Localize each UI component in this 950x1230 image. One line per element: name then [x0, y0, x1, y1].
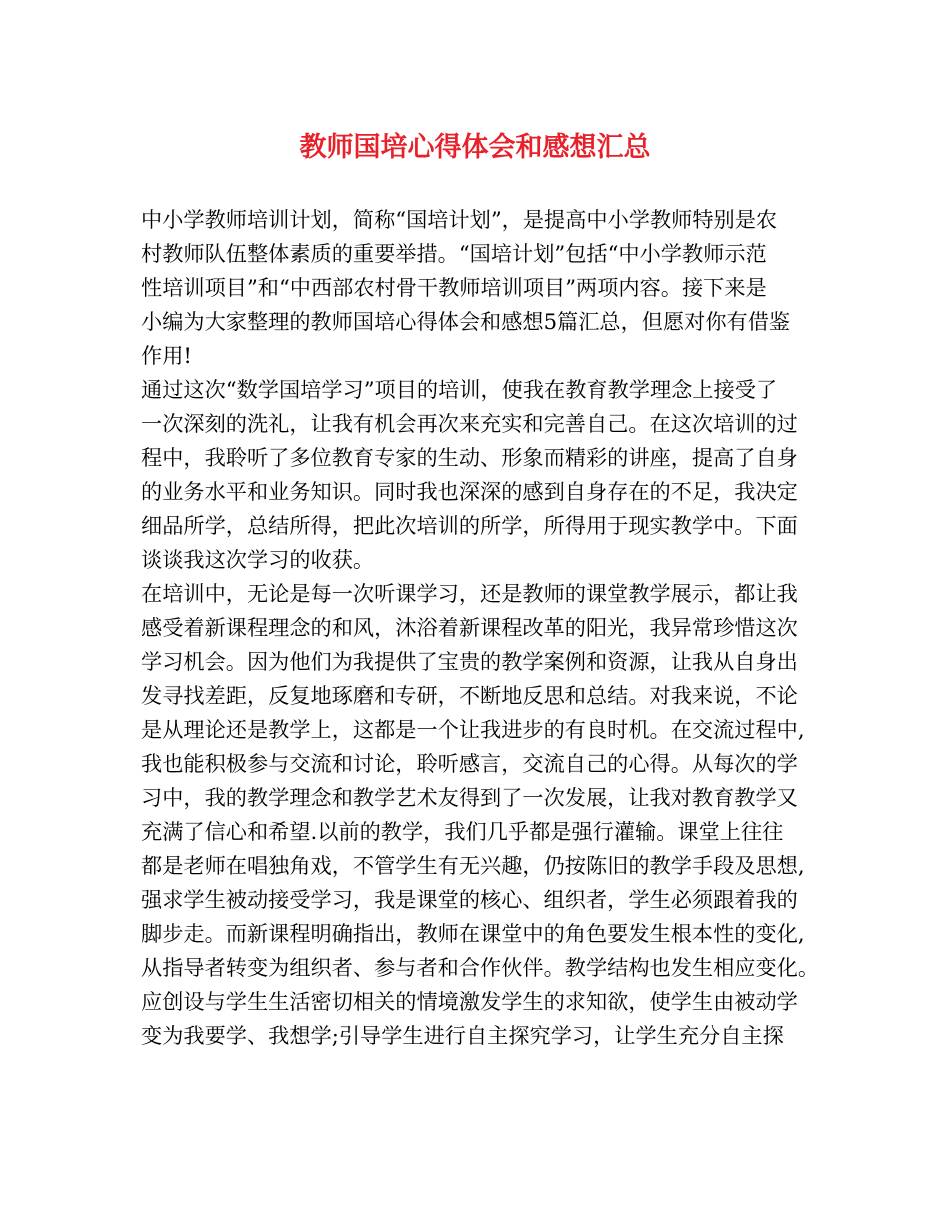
body-line: 一次深刻的洗礼，让我有机会再次来充实和完善自己。在这次培训的过 — [141, 411, 798, 436]
body-line: 发寻找差距，反复地琢磨和专研，不断地反思和总结。对我来说，不论 — [141, 683, 798, 708]
body-line: 作用! — [141, 343, 192, 368]
body-line: 程中，我聆听了多位教育专家的生动、形象而精彩的讲座，提高了自身 — [141, 445, 798, 470]
body-line: 的业务水平和业务知识。同时我也深深的感到自身存在的不足，我决定 — [141, 479, 798, 504]
body-line: 学习机会。因为他们为我提供了宝贵的教学案例和资源，让我从自身出 — [141, 649, 798, 674]
body-line: 应创设与学生生活密切相关的情境激发学生的求知欲，使学生由被动学 — [141, 989, 798, 1014]
body-line: 习中，我的教学理念和教学艺术友得到了一次发展，让我对教育教学又 — [141, 785, 798, 810]
body-line: 我也能积极参与交流和讨论，聆听感言，交流自己的心得。从每次的学 — [141, 751, 798, 776]
body-line: 从指导者转变为组织者、参与者和合作伙伴。教学结构也发生相应变化。 — [141, 955, 820, 980]
document-body — [141, 203, 831, 1053]
body-line: 充满了信心和希望.以前的教学，我们几乎都是强行灌输。课堂上往往 — [141, 819, 784, 844]
body-line: 脚步走。而新课程明确指出，教师在课堂中的角色要发生根本性的变化, — [141, 921, 805, 946]
body-line: 性培训项目”和“中西部农村骨干教师培训项目”两项内容。接下来是 — [141, 275, 767, 300]
page-title: 教师国培心得体会和感想汇总 — [299, 132, 651, 163]
body-line: 变为我要学、我想学;引导学生进行自主探究学习，让学生充分自主探 — [141, 1023, 784, 1048]
body-line: 在培训中，无论是每一次听课学习，还是教师的课堂教学展示，都让我 — [141, 581, 798, 606]
body-line: 小编为大家整理的教师国培心得体会和感想5篇汇总，但愿对你有借鉴 — [141, 309, 791, 334]
body-line: 都是老师在唱独角戏，不管学生有无兴趣，仍按陈旧的教学手段及思想, — [141, 853, 805, 878]
body-line: 谈谈我这次学习的收获。 — [141, 547, 375, 572]
body-line: 感受着新课程理念的和风，沐浴着新课程改革的阳光，我异常珍惜这次 — [141, 615, 798, 640]
body-line: 强求学生被动接受学习，我是课堂的核心、组织者，学生必须跟着我的 — [141, 887, 798, 912]
body-line: 通过这次“数学国培学习”项目的培训，使我在教育教学理念上接受了 — [141, 377, 778, 402]
body-line: 是从理论还是教学上，这都是一个让我进步的有良时机。在交流过程中, — [141, 717, 805, 742]
body-line: 村教师队伍整体素质的重要举措。“国培计划”包括“中小学教师示范 — [141, 241, 767, 266]
body-line: 细品所学，总结所得，把此次培训的所学，所得用于现实教学中。下面 — [141, 513, 798, 538]
body-line: 中小学教师培训计划，简称“国培计划”，是提高中小学教师特别是农 — [141, 207, 778, 232]
